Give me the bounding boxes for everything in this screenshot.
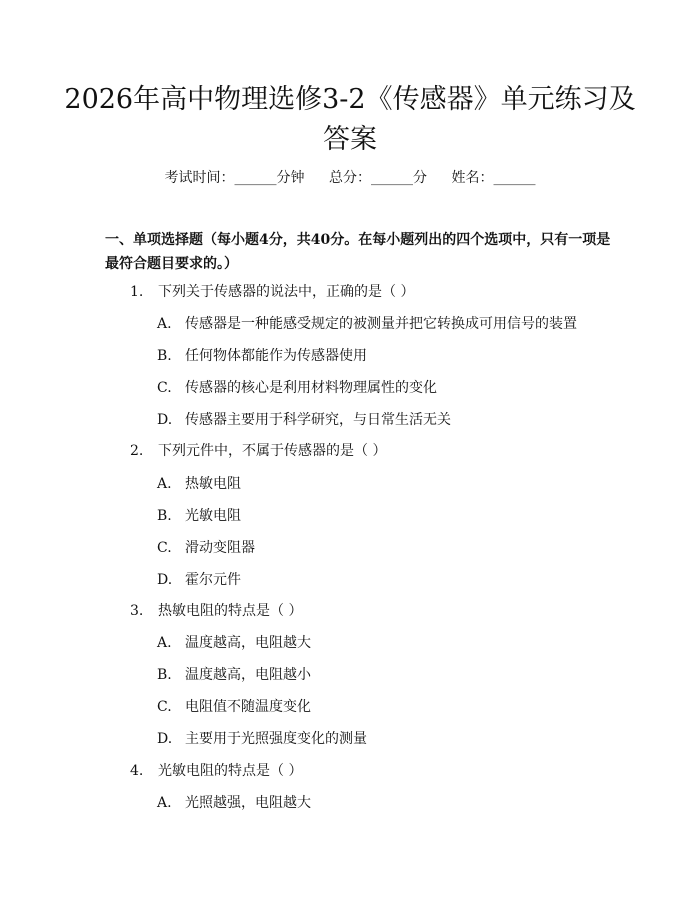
exam-meta [0,168,700,188]
question-1-option-d [157,410,451,430]
question-text: 下列元件中，不属于传感器的是（ ） [158,443,387,459]
option-letter: A. [157,635,172,651]
question-2 [130,441,386,461]
question-number: 1. [130,284,144,300]
option-text: 霍尔元件 [185,572,241,588]
option-text: 主要用于光照强度变化的测量 [185,731,367,747]
option-text: 热敏电阻 [185,476,241,492]
question-2-option-d [157,570,241,590]
question-1-option-a [157,314,577,334]
option-letter: C. [157,380,172,396]
question-number: 2. [130,443,144,459]
student-name-field: 姓名：______ [451,170,536,186]
option-letter: B. [157,508,172,524]
option-text: 温度越高，电阻越大 [185,635,311,651]
option-text: 温度越高，电阻越小 [185,667,311,683]
option-text: 滑动变阻器 [185,540,255,556]
exam-time-field: 考试时间：______分钟 [164,170,305,186]
question-3-option-c [157,697,311,717]
option-text: 传感器主要用于科学研究，与日常生活无关 [185,412,451,428]
question-1 [130,282,414,302]
option-letter: A. [157,316,172,332]
question-2-option-b [157,506,241,526]
option-letter: C. [157,699,172,715]
question-1-option-b [157,346,367,366]
section-heading: 一、单项选择题（每小题4分，共40分。在每小题列出的四个选项中，只有一项是最符合题目要求的。） [105,232,611,272]
question-4-option-a [157,793,311,813]
question-1-option-c [157,378,437,398]
question-4 [130,761,302,781]
question-2-option-c [157,538,255,558]
option-text: 光照越强，电阻越大 [185,795,311,811]
question-number: 3. [130,603,144,619]
question-3-option-d [157,729,367,749]
question-text: 下列关于传感器的说法中，正确的是（ ） [158,284,415,300]
option-text: 光敏电阻 [185,508,241,524]
question-3-option-b [157,665,311,685]
option-text: 电阻值不随温度变化 [185,699,311,715]
total-score-field: 总分：______分 [329,170,427,186]
option-letter: A. [157,795,172,811]
option-text: 传感器的核心是利用材料物理属性的变化 [185,380,437,396]
option-letter: D. [157,412,173,428]
option-letter: A. [157,476,172,492]
option-letter: D. [157,572,173,588]
option-letter: B. [157,348,172,364]
document-title: 2026年高中物理选修3-2《传感器》单元练习及答案 [64,84,636,155]
option-letter: B. [157,667,172,683]
question-text: 光敏电阻的特点是（ ） [158,763,303,779]
question-2-option-a [157,474,241,494]
option-text: 任何物体都能作为传感器使用 [185,348,367,364]
option-letter: D. [157,731,173,747]
option-letter: C. [157,540,172,556]
option-text: 传感器是一种能感受规定的被测量并把它转换成可用信号的装置 [185,316,577,332]
question-3 [130,601,302,621]
question-text: 热敏电阻的特点是（ ） [158,603,303,619]
question-number: 4. [130,763,144,779]
question-3-option-a [157,633,311,653]
